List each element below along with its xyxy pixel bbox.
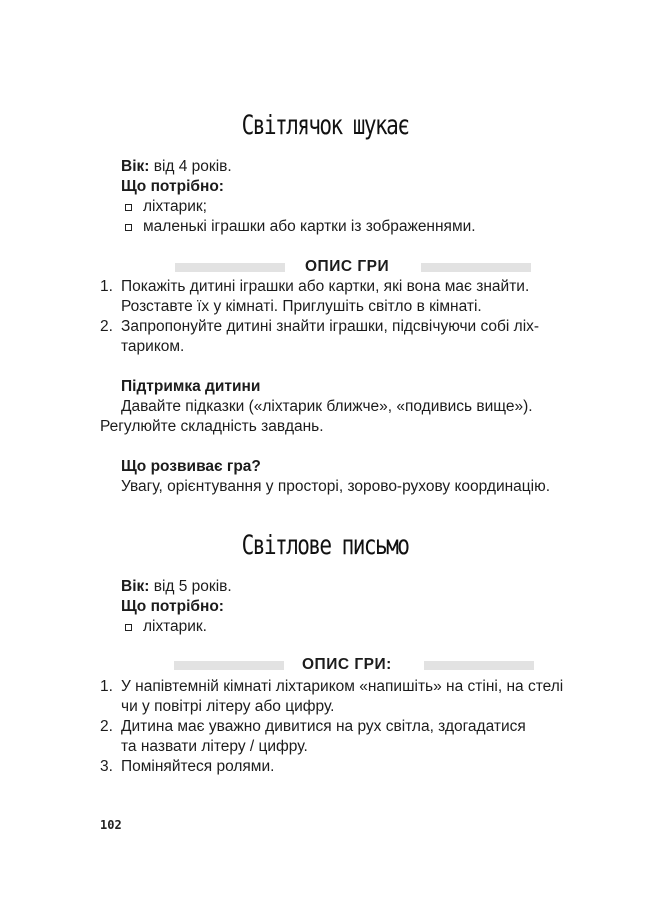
- develops-heading: Що розвиває гра?: [121, 458, 261, 475]
- age-value: від 5 років.: [149, 578, 232, 595]
- needs-label: Що потрібно:: [121, 178, 224, 195]
- need-item: маленькі іграшки або картки із зображеннями.: [143, 218, 476, 235]
- needs-label: Що потрібно:: [121, 598, 224, 615]
- age-label: Вік:: [121, 578, 150, 595]
- step-number: 2.: [100, 718, 113, 735]
- age-label: Вік:: [121, 158, 150, 175]
- step-number: 3.: [100, 758, 113, 775]
- heading-bar-left: [175, 263, 285, 272]
- step-text: Запропонуйте дитині знайти іграшки, підсвічуючи собі ліх-: [121, 318, 540, 335]
- need-item: ліхтарик;: [143, 198, 207, 215]
- develops-text: Увагу, орієнтування у просторі, зорово-рухову координацію.: [121, 478, 551, 495]
- heading-bar-left: [174, 661, 284, 670]
- section-heading-text: ОПИС ГРИ:: [302, 656, 392, 673]
- bullet-marker: [125, 204, 132, 211]
- step-text: чи у повітрі літеру або цифру.: [121, 698, 335, 715]
- age-line: [121, 577, 232, 597]
- page-number: 102: [100, 818, 122, 832]
- section-heading: [0, 655, 650, 675]
- section-heading: [0, 257, 650, 277]
- step-number: 1.: [100, 278, 113, 295]
- step-text: Розставте їх у кімнаті. Приглушіть світло в кімнаті.: [121, 298, 482, 315]
- support-heading: Підтримка дитини: [121, 378, 261, 395]
- heading-bar-right: [421, 263, 531, 272]
- step-number: 2.: [100, 318, 113, 335]
- bullet-marker: [125, 624, 132, 631]
- age-line: [121, 157, 232, 177]
- need-item: ліхтарик.: [143, 618, 207, 635]
- game-title: Світлове письмо: [241, 530, 409, 561]
- step-text: Дитина має уважно дивитися на рух світла, здогадатися: [121, 718, 526, 735]
- section-heading-text: ОПИС ГРИ: [305, 258, 390, 275]
- step-text: та назвати літеру / цифру.: [121, 738, 308, 755]
- heading-bar-right: [424, 661, 534, 670]
- game-title: Світлячок шукає: [241, 110, 409, 141]
- step-number: 1.: [100, 678, 113, 695]
- step-text: Покажіть дитині іграшки або картки, які вона має знайти.: [121, 278, 530, 295]
- support-text: Регулюйте складність завдань.: [100, 418, 324, 435]
- step-text: Поміняйтеся ролями.: [121, 758, 275, 775]
- step-text: У напівтемній кімнаті ліхтариком «напишіть» на стіні, на стелі: [121, 678, 564, 695]
- support-text: Давайте підказки («ліхтарик ближче», «подивись вище»).: [121, 398, 533, 415]
- bullet-marker: [125, 224, 132, 231]
- age-value: від 4 років.: [149, 158, 232, 175]
- step-text: тариком.: [121, 338, 185, 355]
